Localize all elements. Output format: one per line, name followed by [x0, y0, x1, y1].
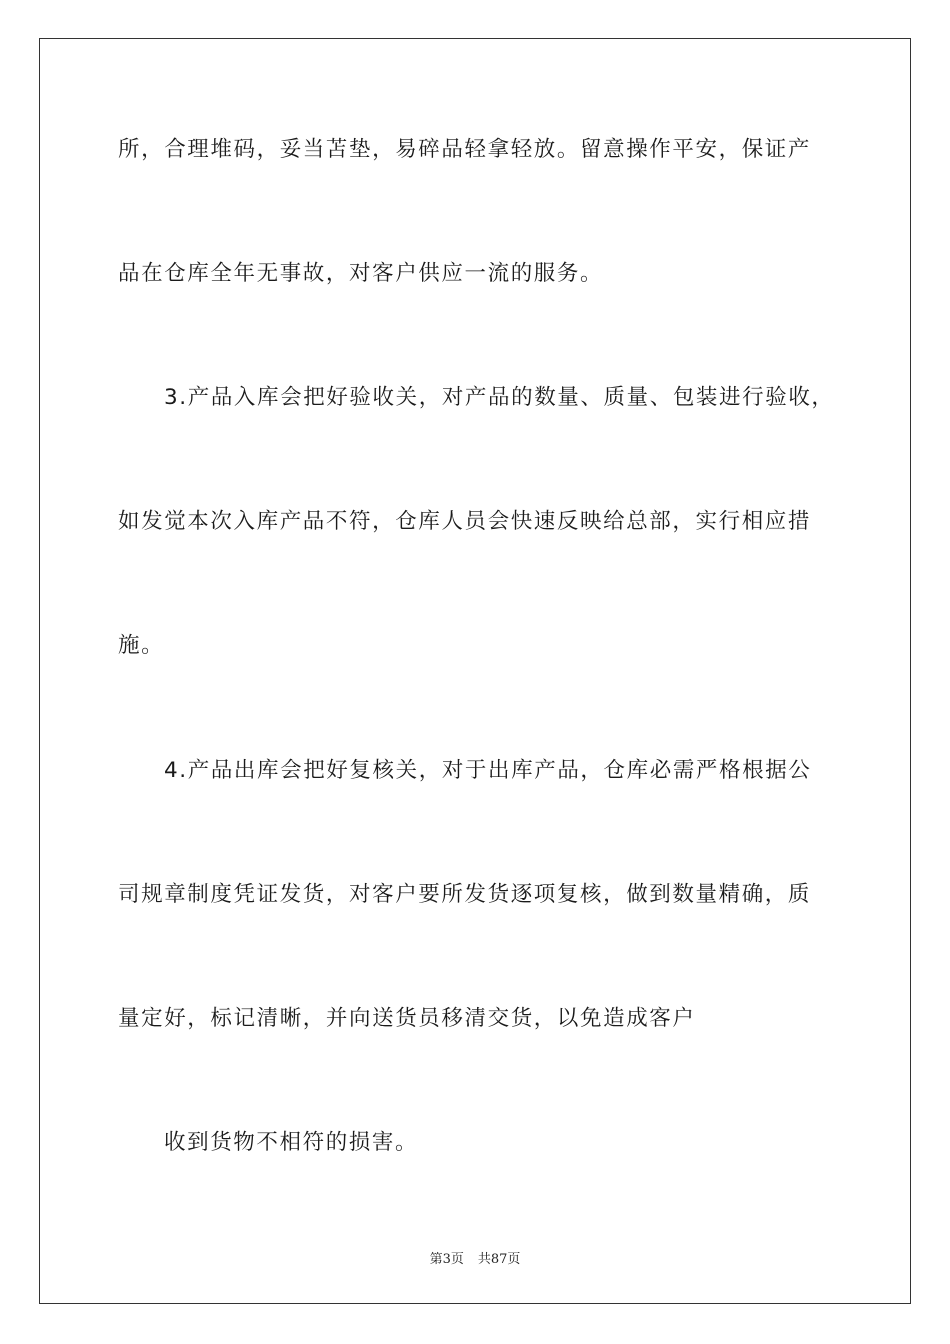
text-line: 收到货物不相符的损害。: [164, 1130, 419, 1155]
text-line: 司规章制度凭证发货，对客户要所发货逐项复核，做到数量精确，质: [118, 882, 812, 907]
text-line: 3.产品入库会把好验收关，对产品的数量、质量、包装进行验收，: [164, 385, 835, 410]
text-line: 4.产品出库会把好复核关，对于出库产品，仓库必需严格根据公: [164, 758, 812, 783]
page-number: 第3页: [429, 1252, 464, 1267]
text-line: 所，合理堆码，妥当苫垫，易碎品轻拿轻放。留意操作平安，保证产: [118, 137, 812, 162]
text-line: 施。: [118, 633, 165, 658]
text-line: 品在仓库全年无事故，对客户供应一流的服务。: [118, 261, 604, 286]
page-footer: [0, 1248, 950, 1267]
total-pages: 共87页: [477, 1252, 521, 1267]
text-line: 如发觉本次入库产品不符，仓库人员会快速反映给总部，实行相应措: [118, 509, 812, 534]
page-border: [39, 38, 911, 1304]
text-line: 量定好，标记清晰，并向送货员移清交货，以免造成客户: [118, 1006, 696, 1031]
